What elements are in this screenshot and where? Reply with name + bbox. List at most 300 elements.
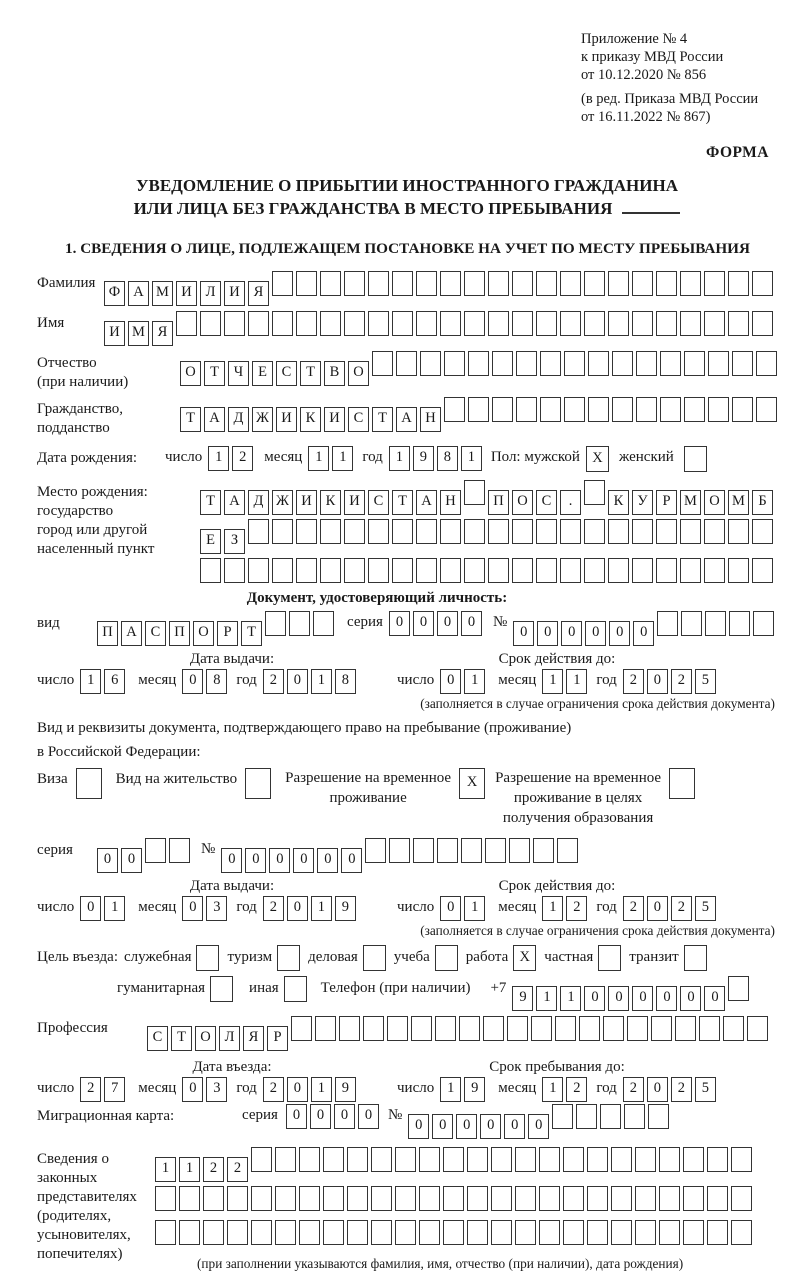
char-cell[interactable]: Т bbox=[180, 407, 201, 432]
char-cell[interactable]: 2 bbox=[232, 446, 253, 471]
char-cell[interactable]: 1 bbox=[389, 446, 410, 471]
char-cell[interactable] bbox=[728, 311, 749, 336]
char-cell[interactable] bbox=[368, 558, 389, 583]
char-cell[interactable] bbox=[368, 271, 389, 296]
char-cell[interactable] bbox=[347, 1220, 368, 1245]
char-cell[interactable]: 0 bbox=[287, 1077, 308, 1102]
char-cell[interactable] bbox=[584, 519, 605, 544]
char-cell[interactable]: 1 bbox=[536, 986, 557, 1011]
char-cell[interactable] bbox=[344, 558, 365, 583]
char-cell[interactable] bbox=[299, 1186, 320, 1211]
char-cell[interactable]: 0 bbox=[293, 848, 314, 873]
char-cell[interactable]: Я bbox=[152, 321, 173, 346]
char-cell[interactable] bbox=[731, 1220, 752, 1245]
char-cell[interactable] bbox=[275, 1220, 296, 1245]
char-cell[interactable] bbox=[320, 558, 341, 583]
char-cell[interactable] bbox=[392, 311, 413, 336]
char-cell[interactable]: К bbox=[608, 490, 629, 515]
char-cell[interactable]: Т bbox=[372, 407, 393, 432]
char-cell[interactable] bbox=[509, 838, 530, 863]
char-cell[interactable]: 1 bbox=[461, 446, 482, 471]
char-cell[interactable]: 2 bbox=[671, 669, 692, 694]
char-cell[interactable]: А bbox=[128, 281, 149, 306]
char-cell[interactable] bbox=[680, 271, 701, 296]
char-cell[interactable] bbox=[491, 1147, 512, 1172]
char-cell[interactable] bbox=[251, 1186, 272, 1211]
char-cell[interactable]: 2 bbox=[80, 1077, 101, 1102]
char-cell[interactable] bbox=[515, 1220, 536, 1245]
char-cell[interactable] bbox=[227, 1186, 248, 1211]
char-cell[interactable] bbox=[564, 351, 585, 376]
char-cell[interactable] bbox=[289, 611, 310, 636]
char-cell[interactable]: А bbox=[396, 407, 417, 432]
char-cell[interactable] bbox=[200, 311, 221, 336]
char-cell[interactable] bbox=[507, 1016, 528, 1041]
char-cell[interactable] bbox=[272, 311, 293, 336]
char-cell[interactable] bbox=[752, 558, 773, 583]
char-cell[interactable] bbox=[660, 397, 681, 422]
char-cell[interactable] bbox=[224, 558, 245, 583]
char-cell[interactable] bbox=[320, 311, 341, 336]
char-cell[interactable] bbox=[419, 1220, 440, 1245]
char-cell[interactable]: 0 bbox=[287, 669, 308, 694]
char-cell[interactable]: 9 bbox=[413, 446, 434, 471]
char-cell[interactable] bbox=[248, 519, 269, 544]
char-cell[interactable] bbox=[557, 838, 578, 863]
char-cell[interactable] bbox=[323, 1220, 344, 1245]
char-cell[interactable] bbox=[492, 351, 513, 376]
char-cell[interactable] bbox=[435, 1016, 456, 1041]
char-cell[interactable] bbox=[732, 351, 753, 376]
char-cell[interactable] bbox=[155, 1186, 176, 1211]
char-cell[interactable] bbox=[552, 1104, 573, 1129]
char-cell[interactable] bbox=[752, 311, 773, 336]
char-cell[interactable] bbox=[752, 519, 773, 544]
char-cell[interactable] bbox=[467, 1220, 488, 1245]
char-cell[interactable]: 0 bbox=[440, 896, 461, 921]
char-cell[interactable] bbox=[699, 1016, 720, 1041]
char-cell[interactable]: 0 bbox=[334, 1104, 355, 1129]
char-cell[interactable]: П bbox=[488, 490, 509, 515]
char-cell[interactable] bbox=[680, 311, 701, 336]
char-cell[interactable]: 0 bbox=[182, 1077, 203, 1102]
char-cell[interactable]: 0 bbox=[221, 848, 242, 873]
char-cell[interactable] bbox=[395, 1147, 416, 1172]
char-cell[interactable] bbox=[396, 351, 417, 376]
char-cell[interactable] bbox=[368, 519, 389, 544]
char-cell[interactable]: С bbox=[145, 621, 166, 646]
char-cell[interactable] bbox=[313, 611, 334, 636]
char-cell[interactable] bbox=[648, 1104, 669, 1129]
char-cell[interactable]: 1 bbox=[308, 446, 329, 471]
char-cell[interactable] bbox=[600, 1104, 621, 1129]
char-cell[interactable] bbox=[468, 397, 489, 422]
char-cell[interactable]: Т bbox=[200, 490, 221, 515]
char-cell[interactable] bbox=[659, 1220, 680, 1245]
char-cell[interactable] bbox=[704, 519, 725, 544]
char-cell[interactable]: 9 bbox=[512, 986, 533, 1011]
char-cell[interactable]: 2 bbox=[671, 896, 692, 921]
char-cell[interactable]: 0 bbox=[80, 896, 101, 921]
char-cell[interactable]: 1 bbox=[542, 1077, 563, 1102]
char-cell[interactable] bbox=[491, 1220, 512, 1245]
char-cell[interactable]: В bbox=[324, 361, 345, 386]
char-cell[interactable] bbox=[389, 838, 410, 863]
char-cell[interactable]: 1 bbox=[311, 1077, 332, 1102]
char-cell[interactable] bbox=[584, 311, 605, 336]
char-cell[interactable] bbox=[485, 838, 506, 863]
char-cell[interactable]: 9 bbox=[335, 896, 356, 921]
char-cell[interactable] bbox=[464, 519, 485, 544]
char-cell[interactable] bbox=[659, 1147, 680, 1172]
char-cell[interactable] bbox=[536, 271, 557, 296]
char-cell[interactable] bbox=[728, 271, 749, 296]
purpose-humanitarian-checkbox[interactable] bbox=[210, 976, 233, 1002]
char-cell[interactable]: 0 bbox=[561, 621, 582, 646]
char-cell[interactable] bbox=[536, 519, 557, 544]
char-cell[interactable] bbox=[339, 1016, 360, 1041]
char-cell[interactable]: Я bbox=[243, 1026, 264, 1051]
char-cell[interactable]: 0 bbox=[182, 669, 203, 694]
char-cell[interactable] bbox=[272, 271, 293, 296]
char-cell[interactable]: И bbox=[224, 281, 245, 306]
char-cell[interactable]: Р bbox=[267, 1026, 288, 1051]
char-cell[interactable] bbox=[395, 1186, 416, 1211]
char-cell[interactable]: 0 bbox=[432, 1114, 453, 1139]
char-cell[interactable] bbox=[392, 519, 413, 544]
char-cell[interactable] bbox=[756, 351, 777, 376]
char-cell[interactable]: Д bbox=[228, 407, 249, 432]
char-cell[interactable] bbox=[440, 271, 461, 296]
char-cell[interactable] bbox=[752, 271, 773, 296]
char-cell[interactable] bbox=[371, 1147, 392, 1172]
char-cell[interactable] bbox=[612, 351, 633, 376]
char-cell[interactable]: Л bbox=[219, 1026, 240, 1051]
char-cell[interactable]: 7 bbox=[104, 1077, 125, 1102]
char-cell[interactable] bbox=[635, 1220, 656, 1245]
char-cell[interactable]: 0 bbox=[608, 986, 629, 1011]
char-cell[interactable] bbox=[632, 271, 653, 296]
char-cell[interactable] bbox=[588, 351, 609, 376]
char-cell[interactable]: М bbox=[728, 490, 749, 515]
char-cell[interactable] bbox=[344, 519, 365, 544]
char-cell[interactable]: И bbox=[276, 407, 297, 432]
char-cell[interactable]: 0 bbox=[680, 986, 701, 1011]
char-cell[interactable] bbox=[512, 271, 533, 296]
char-cell[interactable] bbox=[299, 1220, 320, 1245]
char-cell[interactable] bbox=[656, 271, 677, 296]
char-cell[interactable] bbox=[683, 1186, 704, 1211]
purpose-business-checkbox[interactable] bbox=[363, 945, 386, 971]
char-cell[interactable]: 2 bbox=[203, 1157, 224, 1182]
char-cell[interactable] bbox=[272, 558, 293, 583]
char-cell[interactable] bbox=[632, 311, 653, 336]
char-cell[interactable] bbox=[515, 1186, 536, 1211]
char-cell[interactable] bbox=[587, 1220, 608, 1245]
char-cell[interactable]: 0 bbox=[584, 986, 605, 1011]
char-cell[interactable] bbox=[323, 1186, 344, 1211]
char-cell[interactable]: 8 bbox=[206, 669, 227, 694]
char-cell[interactable] bbox=[747, 1016, 768, 1041]
char-cell[interactable]: 2 bbox=[227, 1157, 248, 1182]
char-cell[interactable] bbox=[656, 519, 677, 544]
char-cell[interactable]: У bbox=[632, 490, 653, 515]
char-cell[interactable] bbox=[291, 1016, 312, 1041]
char-cell[interactable] bbox=[539, 1186, 560, 1211]
char-cell[interactable] bbox=[707, 1220, 728, 1245]
char-cell[interactable] bbox=[707, 1147, 728, 1172]
char-cell[interactable] bbox=[437, 838, 458, 863]
char-cell[interactable] bbox=[608, 271, 629, 296]
char-cell[interactable]: 6 bbox=[104, 669, 125, 694]
char-cell[interactable]: 0 bbox=[317, 848, 338, 873]
char-cell[interactable] bbox=[413, 838, 434, 863]
char-cell[interactable] bbox=[411, 1016, 432, 1041]
char-cell[interactable]: 5 bbox=[695, 896, 716, 921]
char-cell[interactable]: 0 bbox=[647, 896, 668, 921]
char-cell[interactable] bbox=[251, 1220, 272, 1245]
char-cell[interactable] bbox=[227, 1220, 248, 1245]
char-cell[interactable] bbox=[483, 1016, 504, 1041]
char-cell[interactable] bbox=[248, 311, 269, 336]
char-cell[interactable] bbox=[467, 1147, 488, 1172]
char-cell[interactable] bbox=[624, 1104, 645, 1129]
char-cell[interactable] bbox=[627, 1016, 648, 1041]
char-cell[interactable]: Т bbox=[300, 361, 321, 386]
char-cell[interactable] bbox=[657, 611, 678, 636]
char-cell[interactable]: 5 bbox=[695, 669, 716, 694]
char-cell[interactable] bbox=[315, 1016, 336, 1041]
char-cell[interactable]: 3 bbox=[206, 896, 227, 921]
char-cell[interactable]: К bbox=[300, 407, 321, 432]
char-cell[interactable] bbox=[488, 558, 509, 583]
char-cell[interactable] bbox=[296, 271, 317, 296]
char-cell[interactable] bbox=[323, 1147, 344, 1172]
char-cell[interactable] bbox=[611, 1186, 632, 1211]
char-cell[interactable] bbox=[440, 558, 461, 583]
char-cell[interactable]: Р bbox=[656, 490, 677, 515]
char-cell[interactable]: 0 bbox=[97, 848, 118, 873]
char-cell[interactable]: 3 bbox=[206, 1077, 227, 1102]
char-cell[interactable]: С bbox=[368, 490, 389, 515]
char-cell[interactable] bbox=[756, 397, 777, 422]
char-cell[interactable]: 0 bbox=[480, 1114, 501, 1139]
char-cell[interactable] bbox=[516, 351, 537, 376]
char-cell[interactable] bbox=[392, 558, 413, 583]
char-cell[interactable] bbox=[468, 351, 489, 376]
char-cell[interactable] bbox=[636, 351, 657, 376]
char-cell[interactable] bbox=[611, 1147, 632, 1172]
char-cell[interactable] bbox=[200, 558, 221, 583]
char-cell[interactable]: К bbox=[320, 490, 341, 515]
char-cell[interactable] bbox=[684, 397, 705, 422]
char-cell[interactable] bbox=[588, 397, 609, 422]
char-cell[interactable] bbox=[563, 1220, 584, 1245]
char-cell[interactable]: Т bbox=[241, 621, 262, 646]
char-cell[interactable] bbox=[459, 1016, 480, 1041]
char-cell[interactable]: З bbox=[224, 529, 245, 554]
char-cell[interactable]: И bbox=[296, 490, 317, 515]
char-cell[interactable]: О bbox=[195, 1026, 216, 1051]
char-cell[interactable] bbox=[467, 1186, 488, 1211]
char-cell[interactable] bbox=[683, 1220, 704, 1245]
char-cell[interactable] bbox=[723, 1016, 744, 1041]
char-cell[interactable] bbox=[515, 1147, 536, 1172]
char-cell[interactable] bbox=[753, 611, 774, 636]
char-cell[interactable] bbox=[419, 1147, 440, 1172]
char-cell[interactable] bbox=[681, 611, 702, 636]
char-cell[interactable]: 0 bbox=[413, 611, 434, 636]
char-cell[interactable]: 0 bbox=[245, 848, 266, 873]
char-cell[interactable] bbox=[416, 311, 437, 336]
title-blank-line[interactable] bbox=[622, 200, 680, 214]
char-cell[interactable] bbox=[179, 1220, 200, 1245]
char-cell[interactable]: . bbox=[560, 490, 581, 515]
char-cell[interactable] bbox=[371, 1186, 392, 1211]
char-cell[interactable] bbox=[684, 351, 705, 376]
char-cell[interactable] bbox=[203, 1186, 224, 1211]
char-cell[interactable]: 1 bbox=[542, 669, 563, 694]
char-cell[interactable] bbox=[708, 351, 729, 376]
char-cell[interactable] bbox=[368, 311, 389, 336]
char-cell[interactable] bbox=[512, 558, 533, 583]
char-cell[interactable]: Н bbox=[420, 407, 441, 432]
char-cell[interactable] bbox=[560, 311, 581, 336]
char-cell[interactable] bbox=[560, 519, 581, 544]
char-cell[interactable]: 0 bbox=[358, 1104, 379, 1129]
char-cell[interactable]: 1 bbox=[208, 446, 229, 471]
char-cell[interactable] bbox=[179, 1186, 200, 1211]
char-cell[interactable]: 2 bbox=[671, 1077, 692, 1102]
char-cell[interactable] bbox=[387, 1016, 408, 1041]
char-cell[interactable] bbox=[728, 519, 749, 544]
char-cell[interactable]: 0 bbox=[656, 986, 677, 1011]
char-cell[interactable]: 2 bbox=[566, 1077, 587, 1102]
char-cell[interactable] bbox=[395, 1220, 416, 1245]
char-cell[interactable] bbox=[704, 311, 725, 336]
char-cell[interactable] bbox=[705, 611, 726, 636]
char-cell[interactable] bbox=[516, 397, 537, 422]
char-cell[interactable]: О bbox=[180, 361, 201, 386]
char-cell[interactable]: Ф bbox=[104, 281, 125, 306]
char-cell[interactable] bbox=[443, 1220, 464, 1245]
char-cell[interactable]: Ч bbox=[228, 361, 249, 386]
char-cell[interactable]: 1 bbox=[560, 986, 581, 1011]
char-cell[interactable]: 1 bbox=[104, 896, 125, 921]
char-cell[interactable] bbox=[728, 976, 749, 1001]
char-cell[interactable] bbox=[444, 351, 465, 376]
char-cell[interactable]: 1 bbox=[332, 446, 353, 471]
char-cell[interactable]: Т bbox=[171, 1026, 192, 1051]
char-cell[interactable] bbox=[203, 1220, 224, 1245]
char-cell[interactable]: 0 bbox=[440, 669, 461, 694]
char-cell[interactable]: 0 bbox=[632, 986, 653, 1011]
char-cell[interactable] bbox=[704, 558, 725, 583]
char-cell[interactable] bbox=[560, 271, 581, 296]
char-cell[interactable]: М bbox=[152, 281, 173, 306]
char-cell[interactable] bbox=[320, 271, 341, 296]
char-cell[interactable] bbox=[155, 1220, 176, 1245]
char-cell[interactable] bbox=[584, 480, 605, 505]
char-cell[interactable]: 1 bbox=[464, 669, 485, 694]
char-cell[interactable] bbox=[419, 1186, 440, 1211]
char-cell[interactable] bbox=[632, 558, 653, 583]
char-cell[interactable] bbox=[636, 397, 657, 422]
char-cell[interactable]: 0 bbox=[633, 621, 654, 646]
char-cell[interactable]: 0 bbox=[456, 1114, 477, 1139]
char-cell[interactable] bbox=[488, 519, 509, 544]
edu-permit-checkbox[interactable] bbox=[669, 768, 695, 799]
char-cell[interactable] bbox=[656, 558, 677, 583]
char-cell[interactable]: 1 bbox=[566, 669, 587, 694]
char-cell[interactable]: М bbox=[680, 490, 701, 515]
char-cell[interactable] bbox=[603, 1016, 624, 1041]
char-cell[interactable]: С bbox=[147, 1026, 168, 1051]
char-cell[interactable]: 9 bbox=[464, 1077, 485, 1102]
char-cell[interactable]: О bbox=[512, 490, 533, 515]
char-cell[interactable]: Б bbox=[752, 490, 773, 515]
purpose-transit-checkbox[interactable] bbox=[684, 945, 707, 971]
char-cell[interactable]: 2 bbox=[263, 1077, 284, 1102]
char-cell[interactable]: 0 bbox=[585, 621, 606, 646]
char-cell[interactable] bbox=[275, 1186, 296, 1211]
char-cell[interactable] bbox=[296, 311, 317, 336]
char-cell[interactable] bbox=[344, 311, 365, 336]
char-cell[interactable] bbox=[443, 1147, 464, 1172]
char-cell[interactable]: 0 bbox=[609, 621, 630, 646]
char-cell[interactable]: О bbox=[348, 361, 369, 386]
char-cell[interactable]: 1 bbox=[155, 1157, 176, 1182]
char-cell[interactable]: 1 bbox=[542, 896, 563, 921]
char-cell[interactable]: М bbox=[128, 321, 149, 346]
char-cell[interactable] bbox=[680, 558, 701, 583]
sex-female-checkbox[interactable] bbox=[684, 446, 707, 472]
char-cell[interactable] bbox=[145, 838, 166, 863]
char-cell[interactable] bbox=[464, 480, 485, 505]
char-cell[interactable] bbox=[224, 311, 245, 336]
char-cell[interactable] bbox=[531, 1016, 552, 1041]
char-cell[interactable] bbox=[608, 519, 629, 544]
char-cell[interactable] bbox=[488, 311, 509, 336]
char-cell[interactable]: 1 bbox=[80, 669, 101, 694]
char-cell[interactable]: 0 bbox=[528, 1114, 549, 1139]
char-cell[interactable] bbox=[584, 271, 605, 296]
char-cell[interactable]: Ж bbox=[272, 490, 293, 515]
char-cell[interactable] bbox=[555, 1016, 576, 1041]
char-cell[interactable] bbox=[659, 1186, 680, 1211]
char-cell[interactable] bbox=[512, 311, 533, 336]
char-cell[interactable] bbox=[579, 1016, 600, 1041]
char-cell[interactable]: 8 bbox=[437, 446, 458, 471]
char-cell[interactable] bbox=[420, 351, 441, 376]
char-cell[interactable]: 0 bbox=[537, 621, 558, 646]
temp-permit-checkbox[interactable]: X bbox=[459, 768, 485, 799]
char-cell[interactable] bbox=[464, 311, 485, 336]
char-cell[interactable] bbox=[248, 558, 269, 583]
char-cell[interactable] bbox=[680, 519, 701, 544]
purpose-study-checkbox[interactable] bbox=[435, 945, 458, 971]
char-cell[interactable] bbox=[392, 271, 413, 296]
char-cell[interactable]: Е bbox=[252, 361, 273, 386]
char-cell[interactable] bbox=[491, 1186, 512, 1211]
char-cell[interactable] bbox=[539, 1147, 560, 1172]
char-cell[interactable] bbox=[443, 1186, 464, 1211]
char-cell[interactable]: 5 bbox=[695, 1077, 716, 1102]
char-cell[interactable] bbox=[371, 1220, 392, 1245]
purpose-official-checkbox[interactable] bbox=[196, 945, 219, 971]
char-cell[interactable]: И bbox=[324, 407, 345, 432]
char-cell[interactable] bbox=[372, 351, 393, 376]
